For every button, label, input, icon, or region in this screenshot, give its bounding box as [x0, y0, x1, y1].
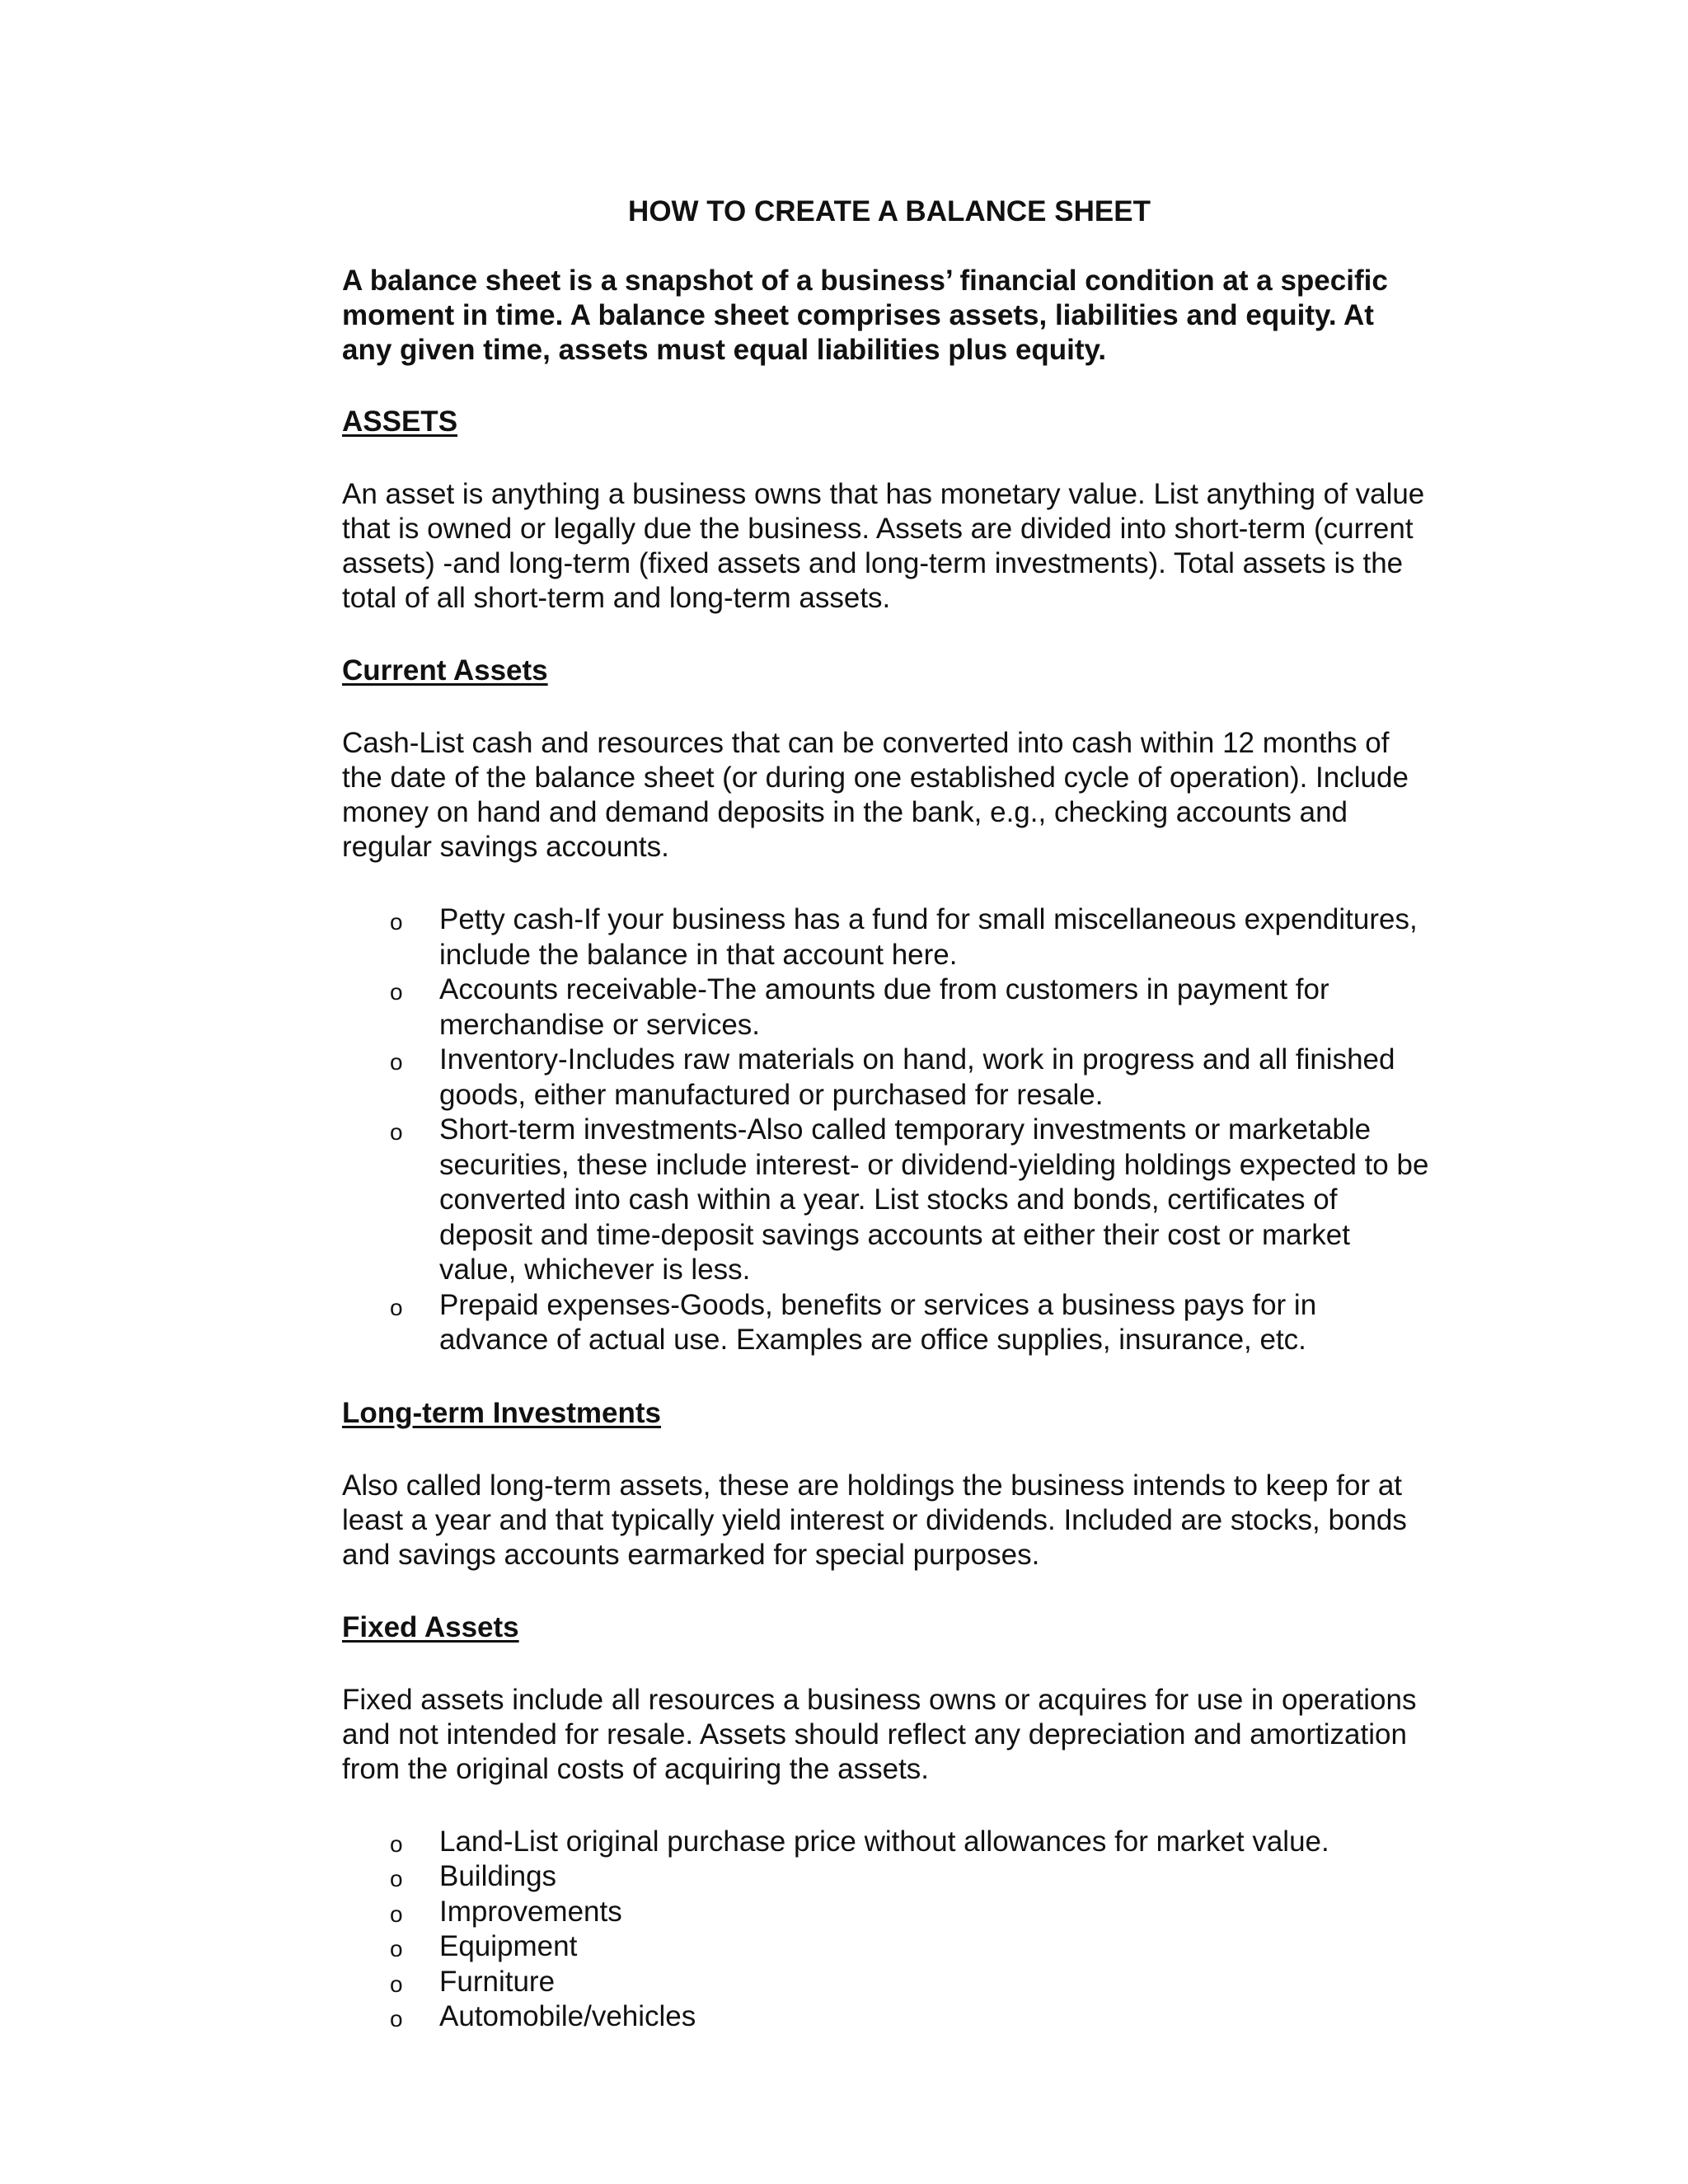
intro-paragraph: A balance sheet is a snapshot of a business’ financial condition at a specific moment in time. A balance sheet comprises assets, liabilities and equity. At any given time, assets must equal liabilities plus equity.: [342, 265, 1388, 366]
list-item: [342, 1043, 1430, 1113]
list-item: [342, 1113, 1430, 1288]
long-term-investments-heading: Long-term Investments: [342, 1396, 661, 1429]
list-item-text: Land-List original purchase price without allowances for market value.: [439, 1825, 1329, 1858]
list-item-text: Inventory-Includes raw materials on hand, work in progress and all finished goods, either manufactured or purchased for resale.: [439, 1043, 1395, 1111]
bullet-icon: o: [390, 2006, 403, 2032]
list-item-text: Improvements: [439, 1895, 622, 1928]
bullet-icon: o: [390, 1830, 403, 1857]
document-page: [342, 194, 1430, 2073]
fixed-assets-heading: Fixed Assets: [342, 1610, 519, 1643]
bullet-icon: o: [390, 1119, 403, 1145]
bullet-icon: o: [390, 1866, 403, 1891]
list-item: [342, 902, 1430, 972]
current-assets-list: [342, 902, 1430, 1358]
bullet-icon: o: [390, 1294, 403, 1320]
bullet-icon: o: [390, 909, 403, 935]
list-item-text: Short-term investments-Also called temporary investments or marketable securities, these include interest- or dividend-yielding holdings expected to be converted into cash within a year. List stocks and bonds, certificates of deposit and time-deposit savings accounts at either their cost or market value, whichever is less.: [439, 1113, 1429, 1286]
list-item: [342, 1825, 1430, 1860]
list-item: [342, 1288, 1430, 1358]
list-item: [342, 972, 1430, 1043]
fixed-assets-paragraph: Fixed assets include all resources a business owns or acquires for use in operations and not intended for resale. Assets should reflect any depreciation and amortization from the original costs of acquiring the assets.: [342, 1683, 1417, 1785]
list-item-text: Accounts receivable-The amounts due from customers in payment for merchandise or services.: [439, 973, 1329, 1041]
bullet-icon: o: [390, 1049, 403, 1075]
assets-heading: ASSETS: [342, 405, 458, 438]
list-item-text: Furniture: [439, 1965, 556, 1998]
list-item-text: Petty cash-If your business has a fund for small miscellaneous expenditures, include the balance in that account here.: [439, 903, 1418, 971]
list-item-text: Automobile/vehicles: [439, 2000, 696, 2032]
long-term-investments-paragraph: Also called long-term assets, these are holdings the business intends to keep for at least a year and that typically yield interest or dividends. Included are stocks, bonds and savings accounts earmarked for special purposes.: [342, 1469, 1407, 1571]
list-item: [342, 1895, 1430, 1930]
bullet-icon: o: [390, 1900, 403, 1927]
assets-paragraph: An asset is anything a business owns that has monetary value. List anything of value that is owned or legally due the business. Assets are divided into short-term (current assets) -and long-term (fixed assets and long-term investments). Total assets is the total of all short-term and long-term assets.: [342, 478, 1425, 614]
bullet-icon: o: [390, 1971, 403, 1997]
list-item-text: Prepaid expenses-Goods, benefits or services a business pays for in advance of actual use. Examples are office supplies, insurance, etc.: [439, 1288, 1317, 1356]
list-item-text: Buildings: [439, 1860, 557, 1892]
list-item: [342, 1999, 1430, 2035]
document-title: HOW TO CREATE A BALANCE SHEET: [628, 195, 1151, 227]
list-item: [342, 1965, 1430, 2000]
bullet-icon: o: [390, 1936, 403, 1961]
current-assets-paragraph: Cash-List cash and resources that can be converted into cash within 12 months of the date of the balance sheet (or during one established cycle of operation). Include money on hand and demand deposits in the bank, e.g., checking accounts and regular savings accounts.: [342, 727, 1409, 863]
list-item: [342, 1929, 1430, 1965]
fixed-assets-list: [342, 1825, 1430, 2035]
list-item: [342, 1859, 1430, 1895]
current-assets-heading: Current Assets: [342, 654, 548, 687]
bullet-icon: o: [390, 979, 403, 1005]
list-item-text: Equipment: [439, 1930, 578, 1962]
